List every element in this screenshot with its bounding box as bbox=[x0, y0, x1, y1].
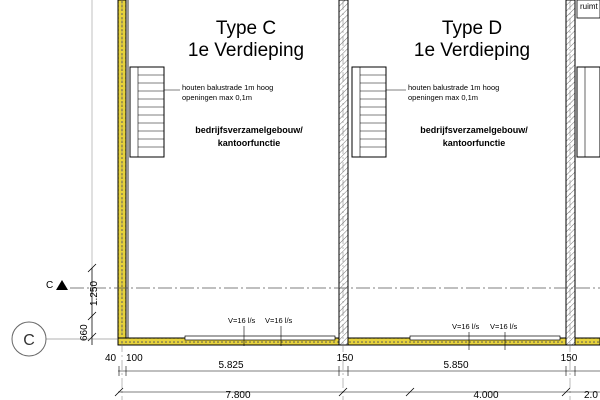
section-marker-letter: C bbox=[46, 280, 54, 291]
unit-d-floor-label: 1e Verdieping bbox=[413, 40, 531, 61]
vertical-dim-upper: 1.250 bbox=[89, 280, 100, 306]
unit-d-function-2: kantoorfunctie bbox=[442, 138, 506, 148]
unit-c-vent-1: V=16 l/s bbox=[228, 316, 256, 325]
wall-d-e-partition bbox=[566, 0, 575, 345]
wall-c-d-partition bbox=[339, 0, 348, 345]
window-c bbox=[185, 336, 335, 340]
unit-c-floor-label: 1e Verdieping bbox=[187, 40, 305, 61]
dim-row-2-total-c: 7.800 bbox=[225, 390, 251, 400]
facade-wall-e bbox=[575, 338, 600, 345]
dim-row-1-mid: 150 bbox=[336, 353, 354, 364]
unit-c-railing-note-2: openingen max 0,1m bbox=[182, 93, 253, 102]
section-marker-arrow-icon bbox=[56, 280, 68, 290]
unit-c-function-1: bedrijfsverzamelgebouw/ bbox=[195, 125, 303, 135]
dim-row-1-left-a: 40 bbox=[105, 353, 117, 364]
grid-bubble-letter: C bbox=[23, 332, 35, 349]
unit-c-railing-note-1: houten balustrade 1m hoog bbox=[182, 83, 274, 92]
dim-row-2-partial: 2.0 bbox=[584, 390, 598, 400]
unit-c-vent-2: V=16 l/s bbox=[265, 316, 293, 325]
window-d bbox=[410, 336, 560, 340]
unit-d-vent-2: V=16 l/s bbox=[490, 322, 518, 331]
unit-d-railing-note-1: houten balustrade 1m hoog bbox=[408, 83, 500, 92]
unit-d-vent-1: V=16 l/s bbox=[452, 322, 480, 331]
dim-row-2-total-d: 4.000 bbox=[473, 390, 499, 400]
unit-c-function-2: kantoorfunctie bbox=[217, 138, 281, 148]
dim-row-1-right: 150 bbox=[560, 353, 578, 364]
unit-d-railing-note-2: openingen max 0,1m bbox=[408, 93, 479, 102]
vertical-dim-lower: 660 bbox=[79, 324, 90, 341]
dim-row-1-span-c: 5.825 bbox=[218, 360, 244, 371]
stair-unit-d bbox=[352, 67, 386, 157]
unit-d-type-label: Type D bbox=[441, 18, 503, 39]
dim-row-1-span-d: 5.850 bbox=[443, 360, 469, 371]
unit-d-function-1: bedrijfsverzamelgebouw/ bbox=[420, 125, 528, 135]
top-right-room-label: ruimt bbox=[580, 2, 598, 11]
stair-unit-c bbox=[130, 67, 164, 157]
dim-row-1-left-b: 100 bbox=[126, 353, 143, 364]
unit-c-type-label: Type C bbox=[215, 18, 277, 39]
stair-unit-e bbox=[577, 67, 600, 157]
